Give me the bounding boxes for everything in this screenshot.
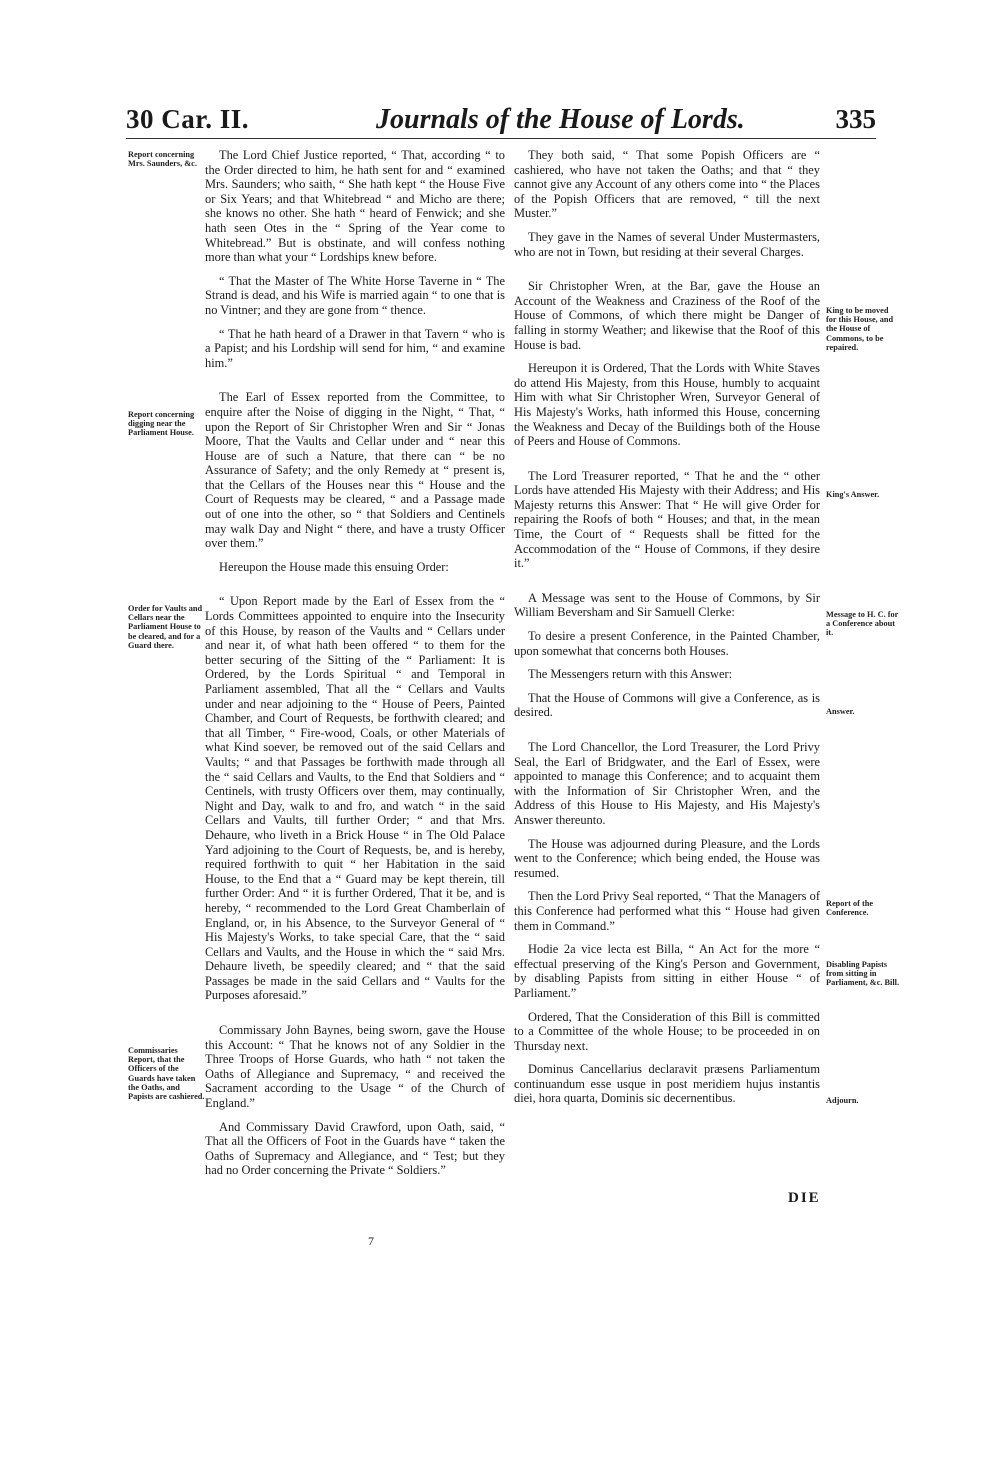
paragraph: The Earl of Essex reported from the Committee, to enquire after the Noise of digging in the Night, “ That, “ upon the Report of Sir Christopher Wren and Sir “ Jonas Moore, That the Vaults and Cellar under and “ near this House are of such a Nature, that there can “ be no Assurance of Safety; and the only Remedy at “ present is, that the Cellars of the Houses near this “ House and the Court of Requests may be cleared, “ and a Passage made out of one into the other, so “ that Soldiers and Centinels may walk Day and Night “ there, and have a trusty Officer over them.” bbox=[205, 390, 505, 551]
margin-note: King to be moved for this House, and the House of Commons, to be repaired. bbox=[826, 306, 894, 352]
regnal-year: 30 Car. II. bbox=[126, 104, 250, 134]
margin-note: King's Answer. bbox=[826, 490, 880, 499]
paragraph: Sir Christopher Wren, at the Bar, gave the House an Account of the Weakness and Craziness of the Roof of the House of Commons, of which there might be Danger of falling in stormy Weather; and likewise that the Roof of this House is bad. bbox=[514, 279, 820, 352]
margin-note: Message to H. C. for a Conference about it. bbox=[826, 610, 899, 638]
margin-note: Report of the Conference. bbox=[826, 899, 874, 918]
order-paragraph: “ Upon Report made by the Earl of Essex from the “ Lords Committees appointed to enquire into the Insecurity of this House, by reason of the Vaults and “ Cellars under and near it, of what hath been offered “ to them for the better securing of the Sitting of the “ Parliament: It is Ordered, by the Lords Spiritual “ and Temporal in Parliament assembled, That all the “ Cellars and Vaults under and near adjoining to the “ House of Peers, Painted Chamber, and Court of Requests, be forthwith cleared; and that all Timber, “ Fire-wood, Coals, or other Materials of what Kind soever, be removed out of the said Cellars and Vaults; “ and that Passages be forthwith made through all the “ said Cellars and Vaults, to the End that Soldiers and “ Centinels, with trusty Officers over them, may continually, Night and Day, walk to and fro, and watch “ in the said Cellars and Vaults, till further Order; “ and that Mrs. Dehaure, who liveth in a Brick House “ in The Old Palace Yard adjoining to the Court of Requests, be, and is hereby, required forthwith to quit “ her Habitation in the said House, to the End that a “ Guard may be kept therein, till further Order: And “ it is further Ordered, That it be, and is hereby, “ recommended to the Lord Great Chamberlain of England, or, in his Absence, to the Surveyor General of “ His Majesty's Works, to take special Care, that the “ said Cellars and Vaults, and the House in which the “ said Mrs. Dehaure liveth, be speedily cleared; and “ that the said Passages be made in the said Cellars and “ Vaults for the Purposes aforesaid.” bbox=[205, 594, 505, 1003]
paragraph: Then the Lord Privy Seal reported, “ That the Managers of this Conference had performed what this “ House had given them in Command.” bbox=[514, 889, 820, 933]
signature-mark: 7 bbox=[368, 1234, 374, 1248]
paragraph: They gave in the Names of several Under Mustermasters, who are not in Town, but residing at their several Charges. bbox=[514, 229, 820, 259]
margin-note: Report concerning digging near the Parliament House. bbox=[128, 410, 195, 438]
paragraph: A Message was sent to the House of Commons, by Sir William Beversham and Sir Samuell Clerke: bbox=[514, 590, 820, 620]
paragraph: “ That he hath heard of a Drawer in that Tavern “ who is a Papist; and his Lordship will send for him, “ and examine him.” bbox=[205, 326, 505, 370]
paragraph: They both said, “ That some Popish Officers are “ cashiered, who have not taken the Oaths; and that “ they cannot give any Account of any others come into “ the Places of the Popish Officers that are removed, “ till the next Muster.” bbox=[514, 148, 820, 221]
margin-note: Adjourn. bbox=[826, 1096, 859, 1105]
paragraph: The Messengers return with this Answer: bbox=[528, 667, 733, 682]
paragraph: To desire a present Conference, in the Painted Chamber, upon somewhat that concerns both Houses. bbox=[514, 629, 820, 658]
paragraph: Ordered, That the Consideration of this Bill is committed to a Committee of the whole House; to be proceeded in on Thursday next. bbox=[514, 1009, 820, 1053]
paragraph: That the House of Commons will give a Conference, as is desired. bbox=[514, 690, 820, 720]
right-column bbox=[514, 148, 820, 1115]
paragraph: The Lord Chief Justice reported, “ That, according “ to the Order directed to him, he hath sent for and “ examined Mrs. Saunders; who saith, “ She hath kept “ the House Five or Six Years; and that Whitebread “ and Micho are there; she knows no other. She hath “ heard of Fenwick; and she hath seen Otes in the “ Spring of the Year come to Whitebread.” But is obstinate, and will confess nothing more than what your “ Lordships knew before. bbox=[205, 148, 505, 265]
paragraph: Hodie 2a vice lecta est Billa, “ An Act for the more “ effectual preserving of the King's Person and Government, by disabling Papists from sitting in either House “ of Parliament.” bbox=[514, 942, 820, 1000]
header-rule bbox=[126, 138, 876, 139]
margin-note: Answer. bbox=[826, 707, 855, 716]
margin-note: Order for Vaults and Cellars near the Parliament House to be cleared, and for a Guard there. bbox=[128, 604, 203, 650]
margin-note: Disabling Papists from sitting in Parliament, &c. Bill. bbox=[826, 960, 900, 988]
paragraph: Commissary John Baynes, being sworn, gave the House this Account: “ That he knows not of any Soldier in the Three Troops of Horse Guards, who hath “ not taken the Oaths of Allegiance and Supremacy, “ and received the Sacrament according to the Usage “ of the Church of England.” bbox=[205, 1023, 505, 1111]
paragraph: Hereupon the House made this ensuing Order: bbox=[219, 559, 449, 574]
paragraph: The Lord Treasurer reported, “ That he and the “ other Lords have attended His Majesty with their Address; and His Majesty returns this Answer: That “ He will give Order for repairing the Roofs of both “ Houses; and that, in the mean Time, the Court of “ Requests shall be fitted for the Accommodation of the “ House of Commons, if they desire it.” bbox=[514, 468, 820, 571]
paragraph: The Lord Chancellor, the Lord Treasurer, the Lord Privy Seal, the Earl of Bridgwater, and the Earl of Essex, were appointed to manage this Conference; and to acquaint them with the Information of Sir Christopher Wren, and the Address of this House to His Majesty, and His Majesty's Answer thereunto. bbox=[514, 740, 820, 827]
paragraph: Dominus Cancellarius declaravit præsens Parliamentum continuandum esse usque in post meridiem hujus instantis diei, hora quarta, Dominis sic decernentibus. bbox=[514, 1062, 820, 1106]
left-column bbox=[205, 148, 505, 1187]
margin-note: Report concerning Mrs. Saunders, &c. bbox=[128, 150, 197, 169]
paragraph: The House was adjourned during Pleasure, and the Lords went to the Conference; which being ended, the House was resumed. bbox=[514, 836, 820, 880]
paragraph: Hereupon it is Ordered, That the Lords with White Staves do attend His Majesty, from this House, humbly to acquaint Him with what Sir Christopher Wren, Surveyor General of His Majesty's Works, hath informed this House, concerning the Weakness and Decay of the Buildings both of the House of Peers and House of Commons. bbox=[514, 361, 820, 449]
paragraph: And Commissary David Crawford, upon Oath, said, “ That all the Officers of Foot in the Guards have “ taken the Oaths of Supremacy and Allegiance, and “ Test; but they had no Order concerning the Private “ Soldiers.” bbox=[205, 1119, 505, 1178]
margin-note: Commissaries Report, that the Officers of the Guards have taken the Oaths, and Papists are cashiered. bbox=[128, 1046, 205, 1102]
paragraph: “ That the Master of The White Horse Taverne in “ The Strand is dead, and his Wife is married again “ to one that is no Vintner; and they are gone from “ thence. bbox=[205, 273, 505, 317]
page-number: 335 bbox=[835, 104, 876, 134]
catchword: DIE bbox=[788, 1190, 821, 1206]
running-title: Journals of the House of Lords. bbox=[376, 104, 745, 135]
